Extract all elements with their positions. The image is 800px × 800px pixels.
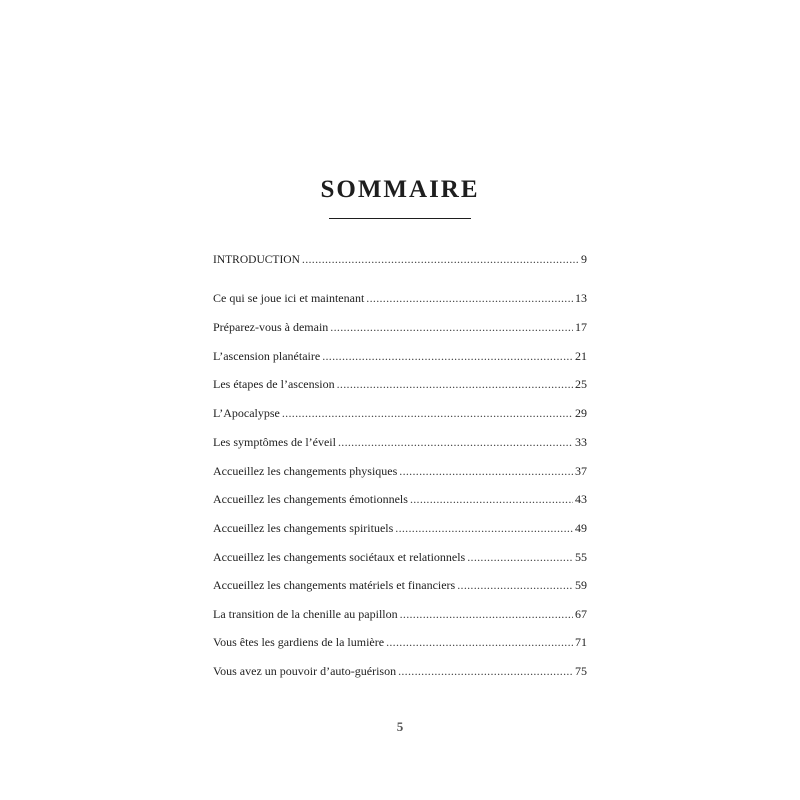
toc-entry-page: 43: [575, 492, 587, 506]
toc-leader-dots: [399, 461, 573, 481]
toc-entry: [213, 317, 587, 337]
toc-entry-page: 71: [575, 635, 587, 649]
toc-entry-page: 9: [581, 252, 587, 266]
toc-leader-dots: [338, 432, 573, 452]
toc-entry: [213, 604, 587, 624]
toc-entry-label: Ce qui se joue ici et maintenant: [213, 291, 365, 305]
toc-entry-label: Accueillez les changements physiques: [213, 464, 398, 478]
toc-leader-dots: [457, 575, 573, 595]
toc-entry-page: 21: [575, 349, 587, 363]
toc-entry-page: 49: [575, 521, 587, 535]
toc-entry-label: INTRODUCTION: [213, 254, 300, 266]
toc-entry-label: Les étapes de l’ascension: [213, 377, 335, 391]
page-number: 5: [396, 719, 404, 734]
toc-entry-page: 25: [575, 377, 587, 391]
toc-entry-label: Préparez-vous à demain: [213, 320, 329, 334]
toc-entry: [213, 575, 587, 595]
toc-entry-page: 67: [575, 607, 587, 621]
toc-leader-dots: [467, 547, 573, 567]
toc-leader-dots: [322, 346, 573, 366]
toc-entry-page: 55: [575, 550, 587, 564]
toc-entry-page: 75: [575, 664, 587, 678]
toc-entry-introduction: [213, 249, 587, 269]
toc-leader-dots: [398, 661, 573, 681]
toc-entry: [213, 632, 587, 652]
toc-entry-page: 59: [575, 578, 587, 592]
toc-leader-dots: [282, 403, 573, 423]
toc-entry-label: Accueillez les changements sociétaux et relationnels: [213, 550, 466, 564]
toc-entry-label: L’Apocalypse: [213, 406, 280, 420]
toc-leader-dots: [410, 489, 573, 509]
toc-entry-page: 33: [575, 435, 587, 449]
toc-entry: [213, 432, 587, 452]
toc-entry: [213, 489, 587, 509]
toc-entry-label: Accueillez les changements spirituels: [213, 521, 394, 535]
toc-entry: [213, 661, 587, 681]
toc-entry: [213, 403, 587, 423]
toc-entry-page: 37: [575, 464, 587, 478]
toc-entry: [213, 547, 587, 567]
toc-entry-page: 29: [575, 406, 587, 420]
toc-entry: [213, 346, 587, 366]
page-title: SOMMAIRE: [320, 176, 480, 203]
toc-leader-dots: [395, 518, 573, 538]
toc-leader-dots: [400, 604, 573, 624]
toc-leader-dots: [302, 249, 579, 269]
toc-entry-page: 17: [575, 320, 587, 334]
toc-leader-dots: [337, 374, 573, 394]
toc-entry-page: 13: [575, 291, 587, 305]
toc-leader-dots: [386, 632, 573, 652]
toc-entry: [213, 461, 587, 481]
toc-entry-label: Accueillez les changements émotionnels: [213, 492, 408, 506]
toc-entry: [213, 374, 587, 394]
toc-leader-dots: [366, 288, 573, 308]
toc-entry-label: L’ascension planétaire: [213, 349, 321, 363]
toc-entry: [213, 288, 587, 308]
toc-entry: [213, 518, 587, 538]
title-underline: [329, 218, 471, 219]
toc-entry-label: Les symptômes de l’éveil: [213, 435, 336, 449]
toc-entry-label: Accueillez les changements matériels et financiers: [213, 578, 456, 592]
toc-leader-dots: [330, 317, 573, 337]
toc-entry-label: Vous avez un pouvoir d’auto-guérison: [213, 664, 397, 678]
toc-entry-label: La transition de la chenille au papillon: [213, 607, 398, 621]
toc-entry-label: Vous êtes les gardiens de la lumière: [213, 635, 385, 649]
